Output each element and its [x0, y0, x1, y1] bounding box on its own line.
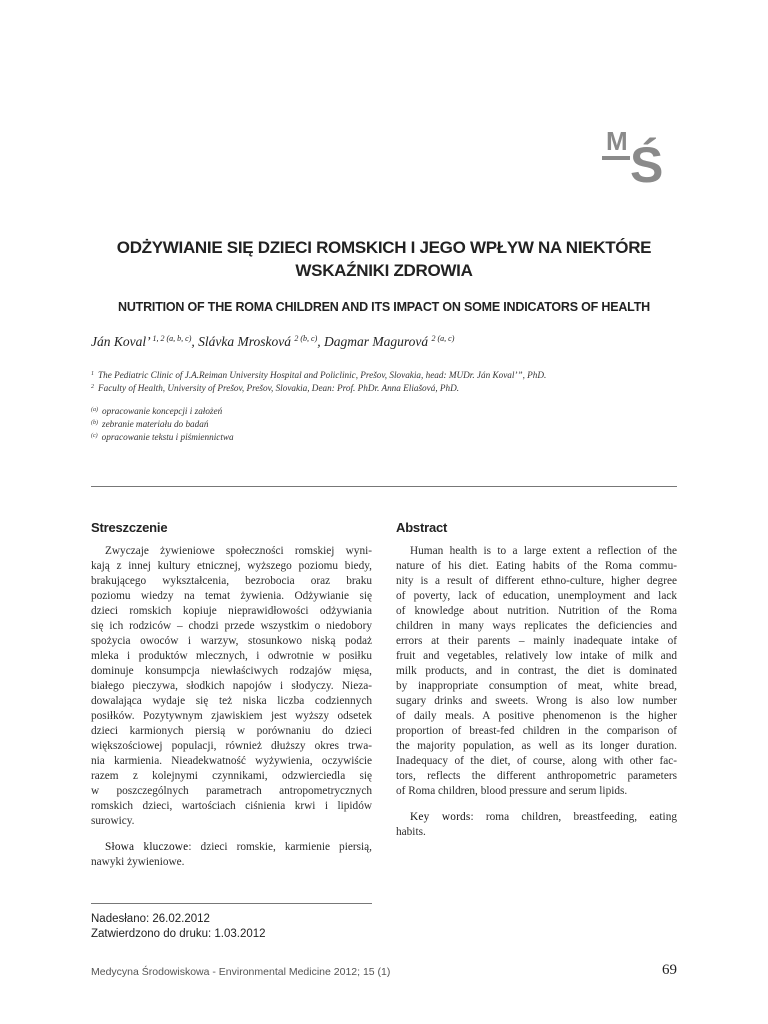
keywords-line: nawyki żywieniowe.	[91, 856, 185, 868]
author-contributions	[91, 404, 234, 443]
keywords-pl	[91, 840, 372, 870]
contribution-text: zebranie materiału do badań	[102, 419, 209, 429]
submitted-date: Nadesłano: 26.02.2012	[91, 913, 210, 925]
keywords-line: habits.	[396, 826, 426, 838]
text-line: Human health is to a large extent a reflection of the	[410, 545, 677, 557]
text-line: of poverty, lack of education, unemployment and lack	[396, 590, 677, 602]
journal-citation: Medycyna Środowiskowa - Environmental Medicine 2012; 15 (1)	[91, 966, 391, 978]
accepted-date: Zatwierdzono do druku: 1.03.2012	[91, 928, 266, 940]
keywords-en	[396, 810, 677, 840]
logo-s: Ś	[630, 137, 664, 190]
text-line: errors at their parents – mainly inadequate intake of	[396, 635, 677, 647]
author-list	[91, 334, 454, 350]
text-line: się ich rodziców – chodzi przede wszystkim o niedobory	[91, 620, 372, 632]
keywords-label: Słowa kluczowe	[105, 841, 189, 853]
streszczenie-body	[91, 544, 372, 829]
contribution-item	[91, 430, 234, 443]
keywords-line	[91, 840, 372, 855]
contribution-letter: (c)	[91, 433, 98, 439]
article-title-english: NUTRITION OF THE ROMA CHILDREN AND ITS IMPACT ON SOME INDICATORS OF HEALTH	[118, 300, 650, 314]
text-line: sugary drinks and sweets. Wrong is also low number	[396, 695, 677, 707]
text-line: nature of his diet. Eating habits of the Roma commu-	[396, 560, 677, 572]
title-pl-line-1: ODŻYWIANIE SIĘ DZIECI ROMSKICH I JEGO WPŁYW NA NIEKTÓRE	[116, 238, 652, 257]
text-line: dominuje konsumpcja niewłaściwych rodzajów mięsa,	[91, 665, 372, 677]
footnote-divider	[91, 903, 372, 904]
affiliation-item	[91, 381, 546, 394]
journal-logo	[598, 118, 678, 190]
logo-m: M	[606, 126, 628, 156]
contribution-letter: (a)	[91, 407, 98, 413]
affiliation-item	[91, 368, 546, 381]
text-line: spożycia owoców i warzyw, stosunkowo niską podaż	[91, 635, 372, 647]
text-line: w poszczególnych parametrach antropometrycznych	[91, 785, 372, 797]
contribution-text: opracowanie tekstu i piśmiennictwa	[101, 432, 234, 442]
text-line: posiłków. Pozytywnym zjawiskiem jest wyższy odsetek	[91, 710, 372, 722]
text-line: nity is a result of different ethno-culture, higher degree	[396, 575, 677, 587]
author-separator: ,	[191, 334, 199, 349]
text-line: tors, reflects the different anthropometric parameters	[396, 770, 677, 782]
text-line: nia karmienia. Nieadekwatność wyżywienia, oczywiście	[91, 755, 372, 767]
streszczenie-heading: Streszczenie	[91, 520, 168, 535]
text-line: milk products, and in contrast, the diet is dominated	[396, 665, 677, 677]
text-line: Zwyczaje żywieniowe społeczności romskiej wyni-	[105, 545, 372, 557]
abstract-body	[396, 544, 677, 799]
author-separator: ,	[317, 334, 325, 349]
affiliations	[91, 368, 546, 394]
author-name: Slávka Mrosková	[198, 334, 291, 349]
author-name: Ján Koval’	[91, 334, 150, 349]
abstract-section	[396, 520, 677, 840]
text-line: mleka i produktów mlecznych, i odwrotnie w posiłku	[91, 650, 372, 662]
affiliation-number: 1	[91, 371, 94, 377]
text-line: of daily meals. A positive phenomenon is the higher	[396, 710, 677, 722]
keywords-label: Key words	[410, 811, 471, 823]
text-line: dzieci romskich kopiuje nieprawidłowości odżywiania	[91, 605, 372, 617]
page-number: 69	[662, 962, 677, 978]
text-line: of Roma children, blood pressure and serum lipids.	[396, 785, 628, 797]
affiliation-text: The Pediatric Clinic of J.A.Reiman University Hospital and Policlinic, Prešov, Slovakia, head: MUDr. Ján Koval’”, PhD.	[98, 370, 547, 380]
text-line: dzieci karmionych piersią w porównaniu do dzieci	[91, 725, 372, 737]
affiliation-text: Faculty of Health, University of Prešov, Prešov, Slovakia, Dean: Prof. PhDr. Anna Eliašová, PhD.	[98, 383, 460, 393]
text-line: fruit and vegetables, relatively low intake of milk and	[396, 650, 677, 662]
author-affiliation-ref: 2 (b, c)	[294, 334, 318, 343]
text-line: większościowej populacji, również dłuższy okres trwa-	[91, 740, 372, 752]
text-line: poziomu wiedzy na temat żywienia. Odżywianie się	[91, 590, 372, 602]
text-line: białego pieczywa, słodkich napojów i słodyczy. Nieza-	[91, 680, 372, 692]
article-dates	[91, 912, 266, 942]
contribution-letter: (b)	[91, 420, 98, 426]
keywords-line	[396, 810, 677, 825]
header-divider	[91, 486, 677, 487]
text-line: children in many ways replicates the deficiencies and	[396, 620, 677, 632]
text-line: brakującego wykształcenia, bezrobocia oraz braku	[91, 575, 372, 587]
keywords-text: : roma children, breastfeeding, eating	[470, 811, 677, 823]
text-line: of knowledge about nutrition. Nutrition of the Roma	[396, 605, 677, 617]
text-line: kają z innej kultury etnicznej, wyższego poziomu biedy,	[91, 560, 372, 572]
author-affiliation-ref: 2 (a, c)	[431, 334, 455, 343]
author-name: Dagmar Magurová	[324, 334, 429, 349]
keywords-text: : dzieci romskie, karmienie piersią,	[188, 841, 372, 853]
streszczenie-section	[91, 520, 372, 870]
text-line: surowicy.	[91, 815, 135, 827]
text-line: the majority population, as well as its longer duration.	[396, 740, 677, 752]
contribution-item	[91, 417, 234, 430]
text-line: razem z kolejnymi czynnikami, odzwierciedla się	[91, 770, 372, 782]
contribution-text: opracowanie koncepcji i założeń	[102, 406, 223, 416]
text-line: Inadequacy of the diet, of course, along with other fac-	[396, 755, 677, 767]
text-line: romskich dzieci, wartościach ciśnienia krwi i lipidów	[91, 800, 372, 812]
text-line: by inappropriate consumption of meat, white bread,	[396, 680, 677, 692]
author-affiliation-ref: 1, 2 (a, b, c)	[152, 334, 192, 343]
text-line: dowalająca wydaje się też niska liczba codziennych	[91, 695, 372, 707]
text-line: proportion of breast-fed children in the comparison of	[396, 725, 677, 737]
title-pl-line-2: WSKAŹNIKI ZDROWIA	[295, 261, 473, 280]
article-title-polish	[60, 236, 708, 282]
abstract-heading: Abstract	[396, 520, 448, 535]
affiliation-number: 2	[91, 384, 94, 390]
contribution-item	[91, 404, 234, 417]
